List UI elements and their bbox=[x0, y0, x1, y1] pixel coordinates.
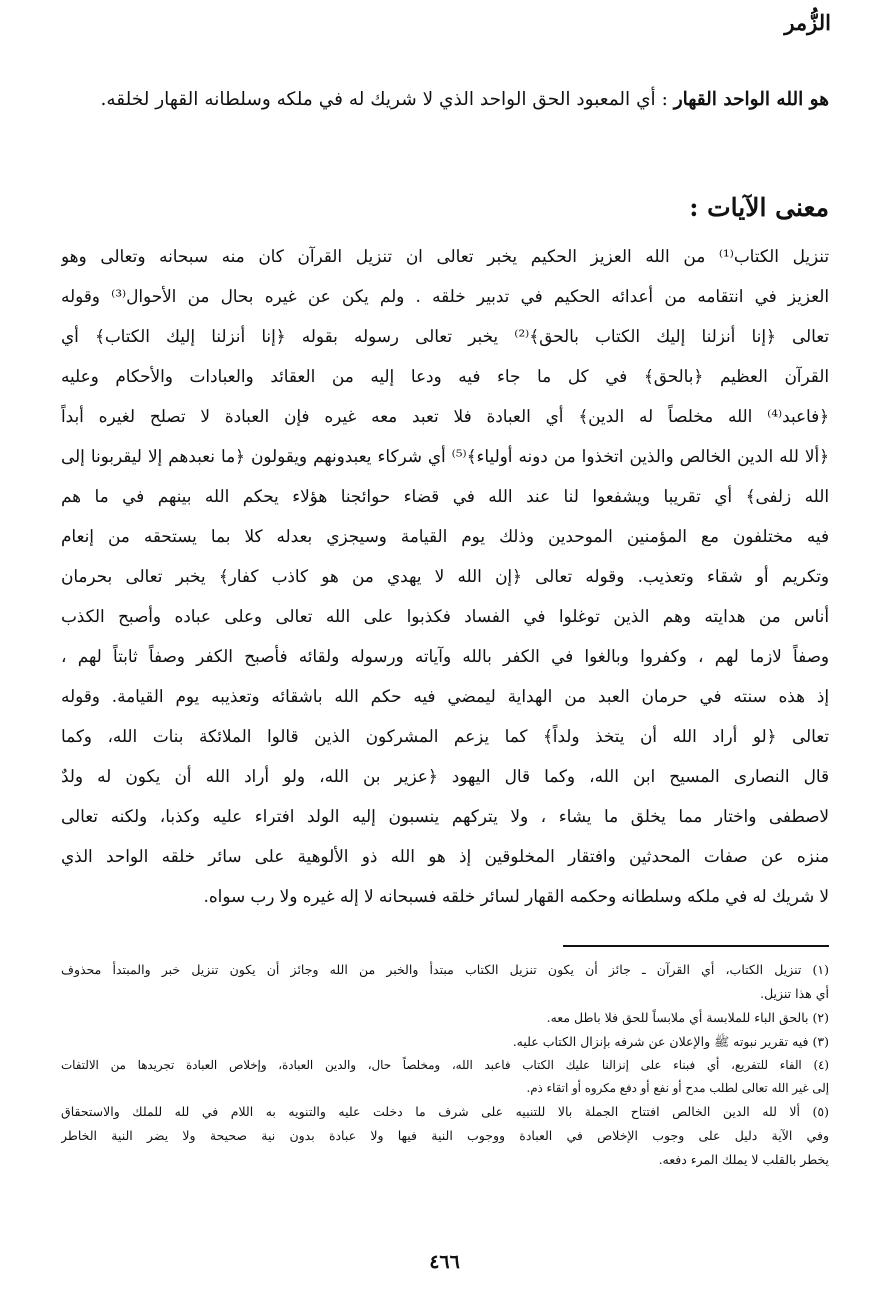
footnote-line: إلى غير الله تعالى لطلب مدح أو نفع أو دفع مكروه أو اتقاء ذم. bbox=[526, 1081, 829, 1095]
footnotes bbox=[61, 958, 829, 1172]
footnote-line: (٢) بالحق الباء للملابسة أي ملابساً للحق فلا باطل معه. bbox=[546, 1010, 829, 1025]
footnote-line: أي هذا تنزيل. bbox=[760, 986, 829, 1001]
footnote-4 bbox=[61, 1054, 829, 1100]
body-line: العزيز في انتقامه من أعدائه الحكيم في تدبير خلقه . ولم يكن عن غيره بحال من الأحوال⁽³⁾ وقوله bbox=[61, 286, 829, 306]
commentary-body bbox=[61, 236, 829, 916]
vocabulary-entry bbox=[61, 78, 829, 121]
footnote-5 bbox=[61, 1100, 829, 1172]
body-line: لا شريك له في ملكه وسلطانه وحكمه القهار لسائر خلقه فسبحانه لا إله غيره ولا رب سواه. bbox=[203, 886, 829, 906]
footnote-3 bbox=[61, 1030, 829, 1054]
body-line: تعالى ﴿لو أراد الله أن يتخذ ولداً﴾ كما يزعم المشركون الذين قالوا الملائكة بنات الله، وكما bbox=[61, 726, 829, 746]
body-line: ﴿ألا لله الدين الخالص والذين اتخذوا من دونه أولياء﴾⁽⁵⁾ أي شركاء يعبدونهم ويقولون ﴿ما نعبدهم إلا ليقربونا إلى bbox=[61, 446, 829, 466]
surah-header: الزُّمر bbox=[784, 10, 831, 35]
body-line: وصفاً لازما لهم ، وكفروا وبالغوا في الكفر بالله وآياته ورسوله ولقائه فأصبح الكفر وصفاً ثابتاً لهم ، bbox=[61, 646, 829, 666]
body-line: لاصطفى واختار مما يخلق ما يشاء ، ولا يتركهم ينسبون إليه الولد افتراء عليه وكذبا، ولكنه تعالى bbox=[61, 806, 829, 826]
footnote-line: وفي الآية دليل على وجوب الإخلاص في العبادة ووجوب النية فيها ولا عبادة بدون نية صحيحة ولا يضر النية الخاطر bbox=[61, 1128, 829, 1143]
body-line: أناس من هدايته وهم الذين توغلوا في الفساد فكذبوا على الله تعالى وعلى عباده وأصبح الكذب bbox=[61, 606, 829, 626]
body-line: منزه عن صفات المحدثين وافتقار المخلوقين إذ هو الله ذو الألوهية على سائر خلقه الواحد الذي bbox=[61, 846, 829, 866]
footnote-2 bbox=[61, 1006, 829, 1030]
body-line: فيه مختلفون مع المؤمنين الموحدين وذلك يوم القيامة وسيجزي بعدله كلا بما يستحقه من إنعام bbox=[61, 526, 829, 546]
vocabulary-separator: : bbox=[655, 89, 674, 110]
footnote-line: (٥) ألا لله الدين الخالص افتتاح الجملة بالا للتنبيه على شرف ما دخلت عليه والتنويه به اللام في لله للملك والاستحقاق bbox=[61, 1104, 829, 1119]
body-line: ﴿فاعبد⁽⁴⁾ الله مخلصاً له الدين﴾ أي العبادة فلا تعبد معه غيره فإن العبادة لا تصلح لغيره أبداً bbox=[61, 406, 829, 426]
footnote-1 bbox=[61, 958, 829, 1006]
body-line: إذ هذه سنته في حرمان العبد من الهداية ليمضي فيه حكم الله باشقائه وتعذيبه يوم القيامة. وقوله bbox=[61, 686, 829, 706]
body-line: قال النصارى المسيح ابن الله، وكما قال اليهود ﴿عزير بن الله، ولو أراد الله أن يكون له ولدٌ bbox=[61, 766, 829, 786]
footnote-line: (٤) الفاء للتفريع، أي فبناء على إنزالنا عليك الكتاب فاعبد الله، ومخلصاً حال، والدين العبادة، وإخلاص العبادة تجريدها من الالتفات bbox=[61, 1058, 829, 1072]
vocabulary-term: هو الله الواحد القهار bbox=[673, 89, 829, 110]
footnote-divider bbox=[563, 945, 829, 947]
footnote-line: يخطر بالقلب لا يملك المرء دفعه. bbox=[658, 1152, 829, 1167]
body-line: الله زلفى﴾ أي تقريبا ويشفعوا لنا عند الله في قضاء حوائجنا هؤلاء يحكم الله بينهم في ما هم bbox=[61, 486, 829, 506]
body-line: تنزيل الكتاب⁽¹⁾ من الله العزيز الحكيم يخبر تعالى ان تنزيل القرآن كان منه سبحانه وتعالى وهو bbox=[61, 246, 829, 266]
vocabulary-definition: أي المعبود الحق الواحد الذي لا شريك له في ملكه وسلطانه القهار لخلقه. bbox=[100, 89, 656, 110]
body-line: وتكريم أو شقاء وتعذيب. وقوله تعالى ﴿إن الله لا يهدي من هو كاذب كفار﴾ يخبر تعالى بحرمان bbox=[61, 566, 829, 586]
page-number: ٤٦٦ bbox=[429, 1251, 460, 1273]
footnote-line: (١) تنزيل الكتاب، أي القرآن ـ جائز أن يكون تنزيل الكتاب مبتدأ والخبر من الله وجائز أن يكون تنزيل خبر والمبتدأ محذوف bbox=[61, 962, 829, 977]
body-line: تعالى ﴿إنا أنزلنا إليك الكتاب بالحق﴾⁽²⁾ يخبر تعالى رسوله بقوله ﴿إنا أنزلنا إليك الكتاب﴾ أي bbox=[61, 326, 829, 346]
footnote-line: (٣) فيه تقرير نبوته ﷺ والإعلان عن شرفه بإنزال الكتاب عليه. bbox=[512, 1034, 829, 1049]
body-line: القرآن العظيم ﴿بالحق﴾ في كل ما جاء فيه ودعا إليه من العقائد والعبادات والأحكام وعليه bbox=[61, 366, 829, 386]
section-title: معنى الآيات : bbox=[689, 193, 829, 222]
